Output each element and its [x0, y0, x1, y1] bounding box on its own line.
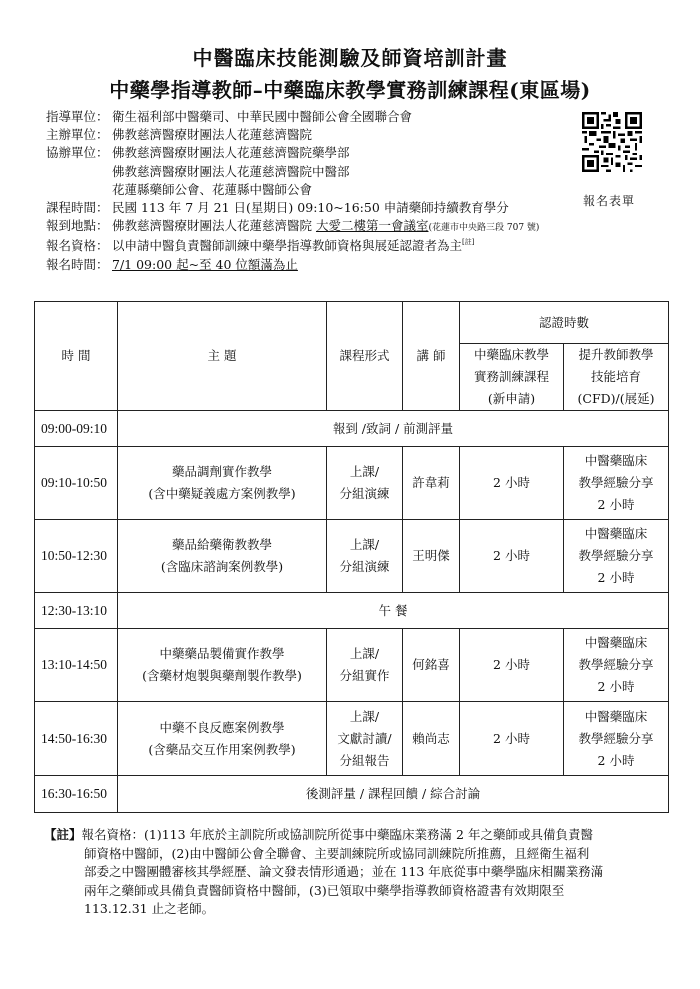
table-row: 14:50-16:30 中藥不良反應案例教學 (含藥品交互作用案例教學) 上課/ 文獻討讀/ 分組報告 賴尚志 2 小時 中醫藥臨床 教學經驗分享 2 小時: [35, 702, 669, 776]
qr-code-icon[interactable]: [582, 112, 642, 172]
footnote-tag: 【註】: [44, 827, 82, 842]
course-info: [46, 108, 539, 274]
title-line-1: 中醫臨床技能測驗及師資培訓計畫: [192, 46, 508, 70]
info-co-3: 花蓮縣藥師公會、花蓮縣中醫師公會: [112, 181, 313, 197]
header-lecturer: 講 師: [403, 302, 460, 411]
table-row: 09:00-09:10 報到 /致詞 / 前測評量: [35, 411, 669, 447]
table-row: 10:50-12:30 藥品給藥衛教教學 (含臨床諮詢案例教學) 上課/ 分組演練 王明傑 2 小時 中醫藥臨床 教學經驗分享 2 小時: [35, 520, 669, 593]
table-row: 16:30-16:50 後測評量 / 課程回饋 / 綜合討論: [35, 776, 669, 813]
info-place: 報到地點： 佛教慈濟醫療財團法人花蓮慈濟醫院 大愛二樓第一會議室(花蓮市中央路三段 707 號): [46, 218, 540, 234]
header-format: 課程形式: [327, 302, 403, 411]
header-topic: 主 題: [118, 302, 327, 411]
table-row: 09:10-10:50 藥品調劑實作教學 (含中藥疑義處方案例教學) 上課/ 分組演練 許韋莉 2 小時 中醫藥臨床 教學經驗分享 2 小時: [35, 447, 669, 520]
info-time: 課程時間： 民國 113 年 7 月 21 日(星期日) 09:10~16:50 申請藥師持續教育學分: [46, 200, 509, 216]
info-guide: 指導單位： 衛生福利部中醫藥司、中華民國中醫師公會全國聯合會: [46, 109, 413, 124]
header-cert: 認證時數: [460, 302, 669, 344]
footnote: 【註】報名資格：(1)113 年底於主訓院所或協訓院所從事中藥臨床業務滿 2 年之藥師或具備負責醫 師資格中醫師，(2)由中醫師公會全聯會、主要訓練院所或協同訓練院所推薦，且經衛生福利 部委之中醫團體審核其學經歷、論文發表情形通過；並在 113 年底從事中藥學臨床相關業務滿 兩年之藥師或具備負責醫師資格中醫師，(3)已領取中藥學指導教師資格證書有效期限至 113.12.31 止之老師。: [44, 827, 604, 916]
table-header-row: [35, 302, 669, 344]
schedule-table: [34, 301, 669, 813]
qr-label: 報名表單: [583, 194, 636, 208]
title-line-2: 中藥學指導教師–中藥臨床教學實務訓練課程(東區場): [109, 78, 591, 102]
header-cert-cfd: 提升教師教學 技能培育 (CFD)/(展延): [564, 344, 669, 411]
info-host: 主辦單位： 佛教慈濟醫療財團法人花蓮慈濟醫院: [46, 127, 313, 143]
info-co-2: 佛教慈濟醫療財團法人花蓮慈濟醫院中醫部: [112, 163, 350, 179]
info-reg: 報名時間： 7/1 09:00 起~至 40 位額滿為止: [46, 256, 298, 272]
table-row: 12:30-13:10 午 餐: [35, 593, 669, 629]
header-time: 時 間: [35, 302, 118, 411]
table-row: 13:10-14:50 中藥藥品製備實作教學 (含藥材炮製與藥劑製作教學) 上課/ 分組實作 何銘喜 2 小時 中醫藥臨床 教學經驗分享 2 小時: [35, 629, 669, 702]
header-cert-new: 中藥臨床教學 實務訓練課程 (新申請): [460, 344, 564, 411]
info-co: 協辦單位： 佛教慈濟醫療財團法人花蓮慈濟醫院藥學部: [46, 145, 350, 161]
info-qual: 報名資格： 以申請中醫負責醫師訓練中藥學指導教師資格與展延認證者為主[註]: [46, 238, 475, 254]
